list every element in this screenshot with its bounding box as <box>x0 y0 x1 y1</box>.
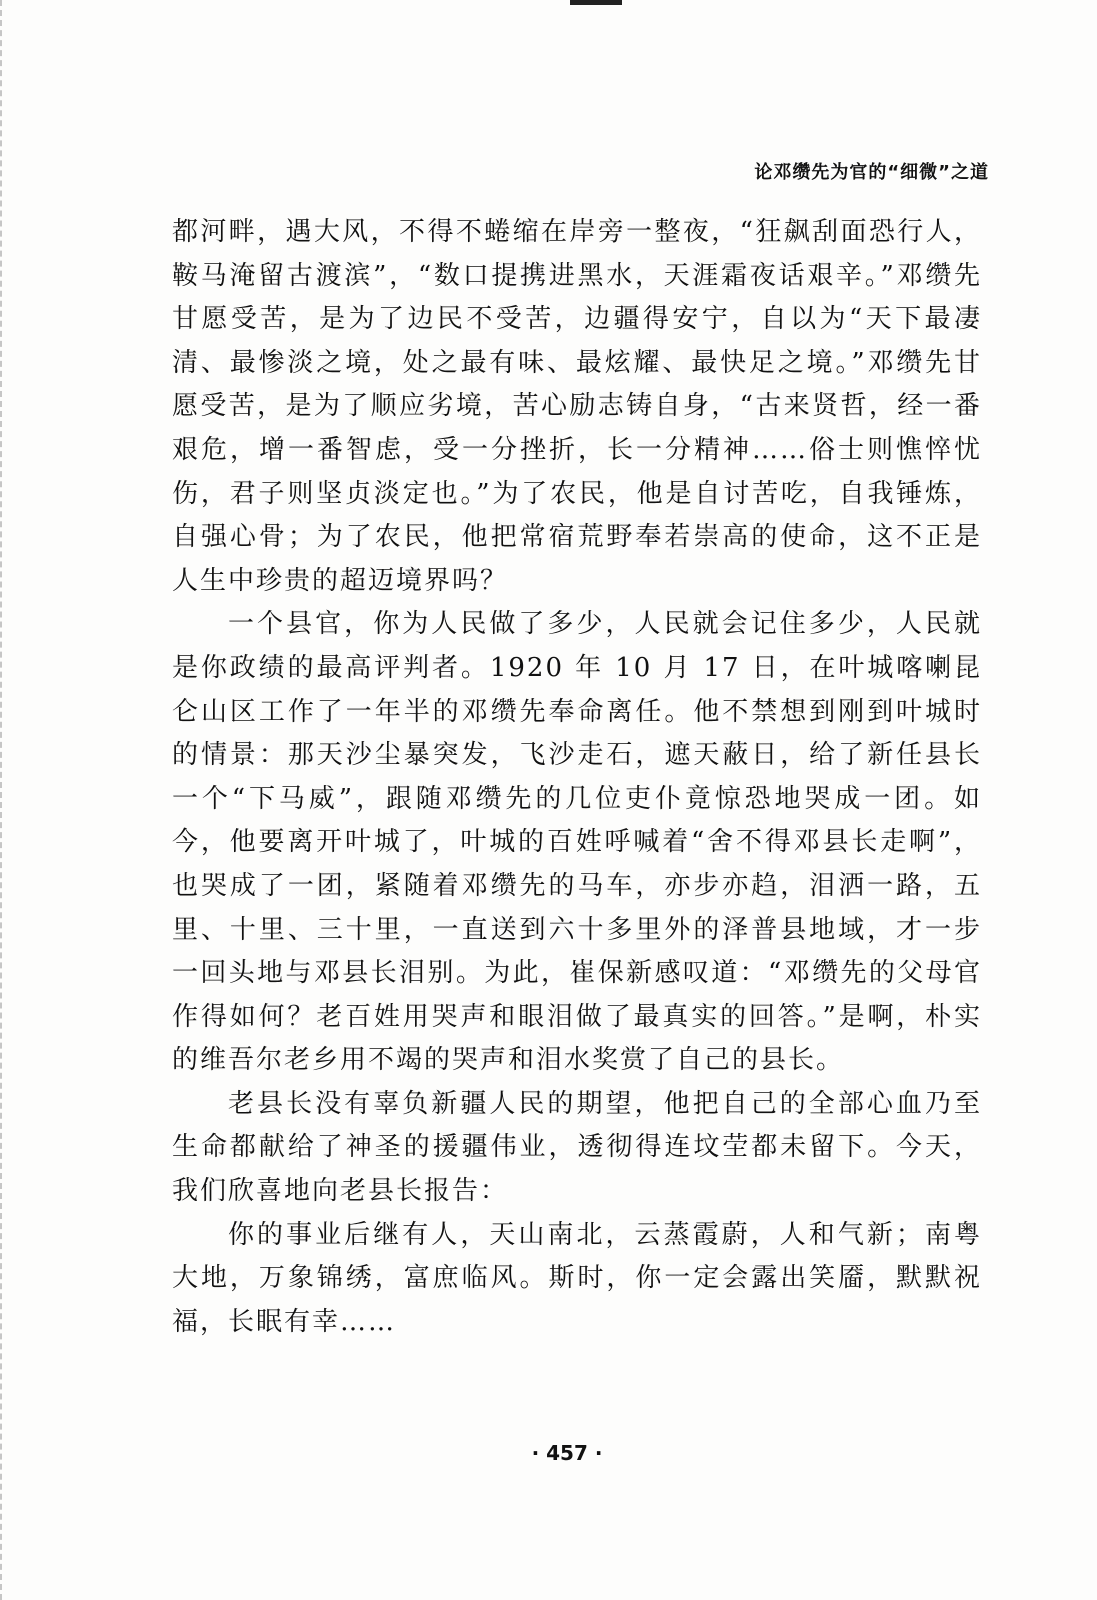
scan-edge-shadow <box>0 0 8 1600</box>
paragraph-3: 老县长没有辜负新疆人民的期望，他把自己的全部心血乃至生命都献给了神圣的援疆伟业，透彻得连坟茔都未留下。今天，我们欣喜地向老县长报告： <box>172 1088 982 1207</box>
running-header: 论邓缵先为官的“细微”之道 <box>754 162 989 183</box>
paragraph-2: 一个县官，你为人民做了多少，人民就会记住多少，人民就是你政绩的最高评判者。1920 年 10 月 17 日，在叶城喀喇昆仑山区工作了一年半的邓缵先奉命离任。他不禁想到刚到叶城时的情景：那天沙尘暴突发，飞沙走石，遮天蔽日，给了新任县长一个“下马威”，跟随邓缵先的几位吏仆竟惊恐地哭成一团。如今，他要离开叶城了，叶城的百姓呼喊着“舍不得邓县长走啊”，也哭成了一团，紧随着邓缵先的马车，亦步亦趋，泪洒一路，五里、十里、三十里，一直送到六十多里外的泽普县地域，才一步一回头地与邓县长泪别。为此，崔保新感叹道：“邓缵先的父母官作得如何？老百姓用哭声和眼泪做了最真实的回答。”是啊，朴实的维吾尔老乡用不竭的哭声和泪水奖赏了自己的县长。 <box>172 609 982 1076</box>
body-text <box>172 211 982 1344</box>
page-number: · 457 · <box>531 1441 603 1465</box>
paragraph-1: 都河畔，遇大风，不得不蜷缩在岸旁一整夜，“狂飙刮面恐行人，鞍马淹留古渡滨”，“数口提携进黑水，天涯霜夜话艰辛。”邓缵先甘愿受苦，是为了边民不受苦，边疆得安宁，自以为“天下最凄清、最惨淡之境，处之最有味、最炫耀、最快足之境。”邓缵先甘愿受苦，是为了顺应劣境，苦心励志铸自身，“古来贤哲，经一番艰危，增一番智虑，受一分挫折，长一分精神……俗士则憔悴忧伤，君子则坚贞淡定也。”为了农民，他是自讨苦吃，自我锤炼，自强心骨；为了农民，他把常宿荒野奉若崇高的使命，这不正是人生中珍贵的超迈境界吗？ <box>172 217 982 596</box>
paragraph-4: 你的事业后继有人，天山南北，云蒸霞蔚，人和气新；南粤大地，万象锦绣，富庶临风。斯时，你一定会露出笑靥，默默祝福，长眠有幸…… <box>172 1219 982 1337</box>
top-margin-mark <box>570 0 622 5</box>
